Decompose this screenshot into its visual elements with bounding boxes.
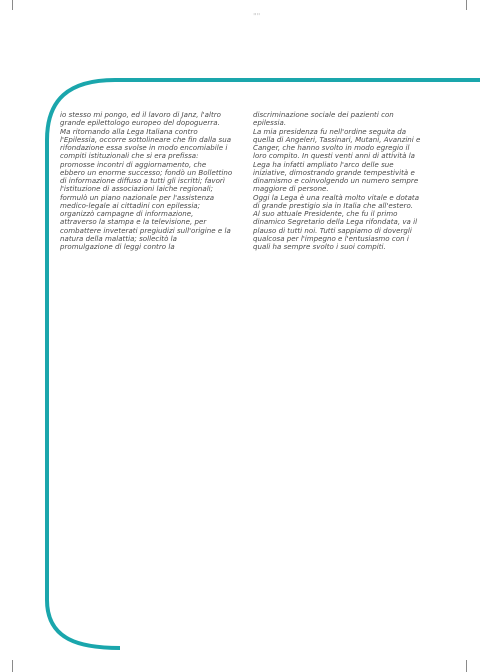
text-line: di informazione diffuso a tutti gli iscritti; favorì (60, 176, 225, 185)
text-line: medico-legale ai cittadini con epilessia; (60, 200, 201, 210)
text-line: quella di Angeleri, Tassinari, Mutani, Avanzini e (253, 134, 421, 144)
text-line: dinamico Segretario della Lega rifondata, va il (253, 217, 418, 227)
text-line: Canger, che hanno svolto in modo egregio il (253, 143, 410, 152)
text-line: loro compito. In questi venti anni di attività la (253, 151, 416, 161)
registration-mark: "" (253, 12, 261, 21)
text-line: di grande prestigio sia in Italia che all'estero. (253, 200, 414, 210)
text-line: Lega ha infatti ampliato l'arco delle sue (253, 159, 394, 169)
text-line: attraverso la stampa e la televisione, per (60, 217, 207, 227)
text-line: compiti istituzionali che si era prefissa: (60, 151, 199, 161)
text-line: Al suo attuale Presidente, che fu il primo (253, 209, 398, 218)
text-line: Ma ritornando alla Lega Italiana contro (60, 126, 198, 136)
text-line: grande epilettologo europeo del dopoguerra. (60, 118, 220, 128)
text-line: epilessia. (253, 118, 287, 128)
text-line: natura della malattia; sollecitò la (60, 233, 177, 243)
text-line: l'Epilessia, occorre sottolineare che fin dalla sua (60, 134, 232, 144)
text-line: formulò un piano nazionale per l'assistenza (60, 192, 215, 202)
text-line: Oggi la Lega è una realtà molto vitale e dotata (253, 192, 420, 202)
left-text-column (60, 111, 244, 251)
text-line: organizzò campagne di informazione, (60, 209, 194, 218)
text-line: qualcosa per l'impegno e l'entusiasmo con i (253, 233, 409, 243)
text-line: promulgazione di leggi contro la (60, 242, 175, 251)
right-text-column (253, 111, 437, 251)
text-line: La mia presidenza fu nell'ordine seguita da (253, 126, 407, 136)
text-line: plauso di tutti noi. Tutti sappiamo di dovergli (253, 225, 412, 235)
text-line: combattere inveterati pregiudizi sull'origine e la (60, 225, 231, 235)
text-line: l'istituzione di associazioni laiche regionali; (60, 184, 214, 194)
text-line: dinamismo e coinvolgendo un numero sempre (253, 176, 419, 185)
text-line: iniziative, dimostrando grande tempestività e (253, 167, 415, 177)
text-line: promosse incontri di aggiornamento, che (60, 159, 207, 169)
text-line: ebbero un enorme successo; fondò un Bollettino (60, 167, 233, 177)
text-line: io stesso mi pongo, ed il lavoro di Janz, l'altro (60, 110, 221, 119)
text-line: discriminazione sociale dei pazienti con (253, 110, 394, 119)
text-line: quali ha sempre svolto i suoi compiti. (253, 242, 386, 251)
text-line: maggiore di persone. (253, 184, 329, 194)
text-line: rifondazione essa svolse in modo encomiabile i (60, 143, 228, 152)
